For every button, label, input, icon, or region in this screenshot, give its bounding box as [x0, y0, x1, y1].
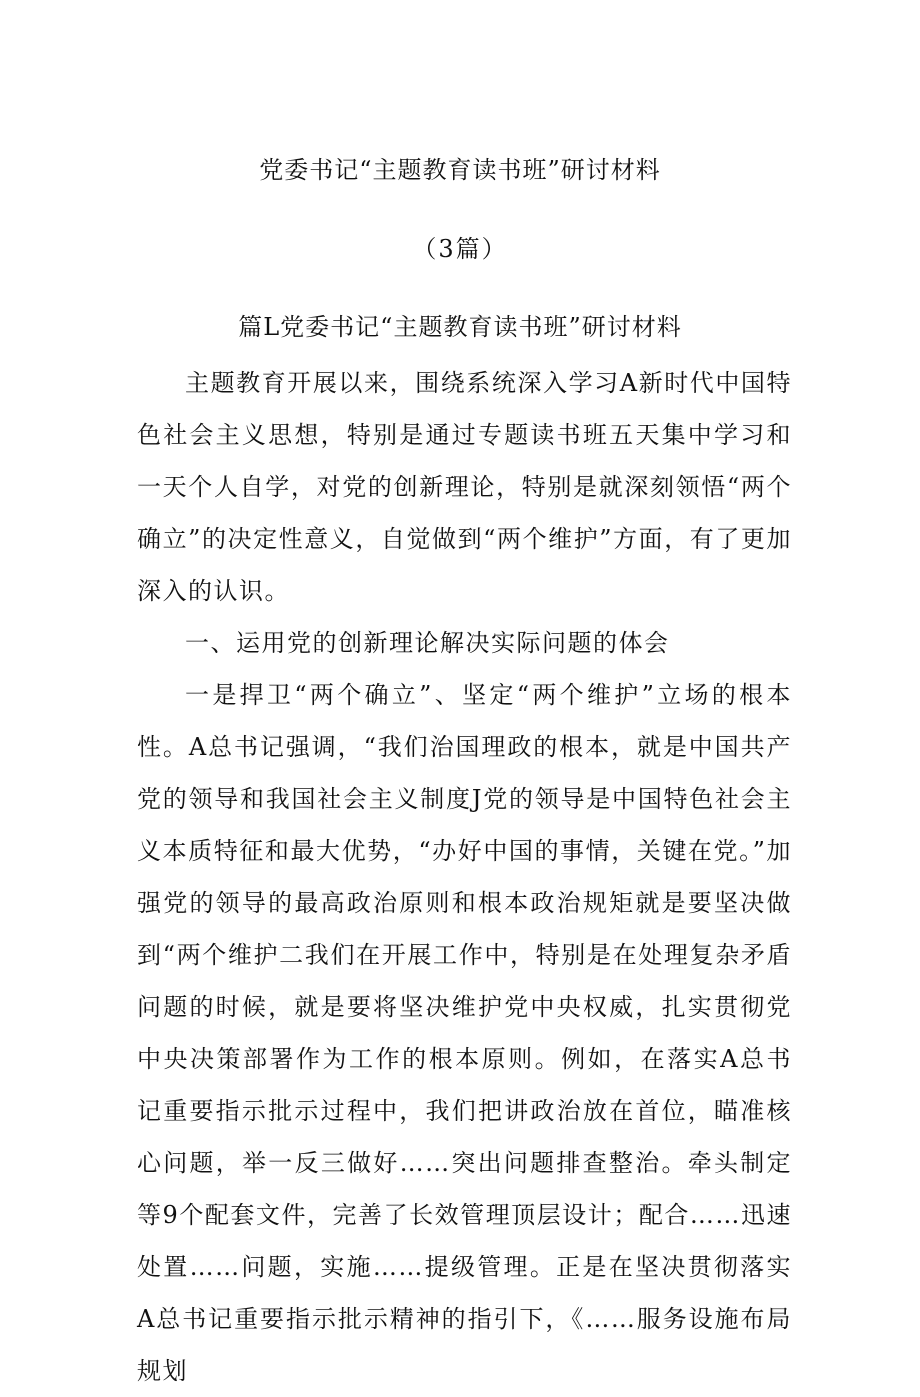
document-title: 党委书记“主题教育读书班”研讨材料	[259, 156, 661, 184]
document-body	[137, 357, 792, 1397]
section-title: 篇L党委书记“主题教育读书班”研讨材料	[238, 313, 682, 341]
paragraph-intro: 主题教育开展以来，围绕系统深入学习A新时代中国特色社会主义思想，特别是通过专题读书班五天集中学习和一天个人自学，对党的创新理论，特别是就深刻领悟“两个确立”的决定性意义，自觉做到“两个维护”方面，有了更加深入的认识。	[137, 369, 792, 605]
document-subtitle: （3篇）	[412, 235, 508, 263]
paragraph-point-one: 一是捍卫“两个确立”、坚定“两个维护”立场的根本性。A总书记强调，“我们治国理政的根本，就是中国共产党的领导和我国社会主义制度J党的领导是中国特色社会主义本质特征和最大优势，“办好中国的事情，关键在党。”加强党的领导的最高政治原则和根本政治规矩就是要坚决做到“两个维护二我们在开展工作中，特别是在处理复杂矛盾问题的时候，就是要将坚决维护党中央权威，扎实贯彻党中央决策部署作为工作的根本原则。例如，在落实A总书记重要指示批示过程中，我们把讲政治放在首位，瞄准核心问题，举一反三做好……突出问题排查整治。牵头制定等9个配套文件，完善了长效管理顶层设计；配合……迅速处置……问题，实施……提级管理。正是在坚决贯彻落实A总书记重要指示批示精神的指引下，《……服务设施布局规划	[137, 681, 792, 1385]
paragraph-heading-one: 一、运用党的创新理论解决实际问题的体会	[185, 629, 670, 657]
